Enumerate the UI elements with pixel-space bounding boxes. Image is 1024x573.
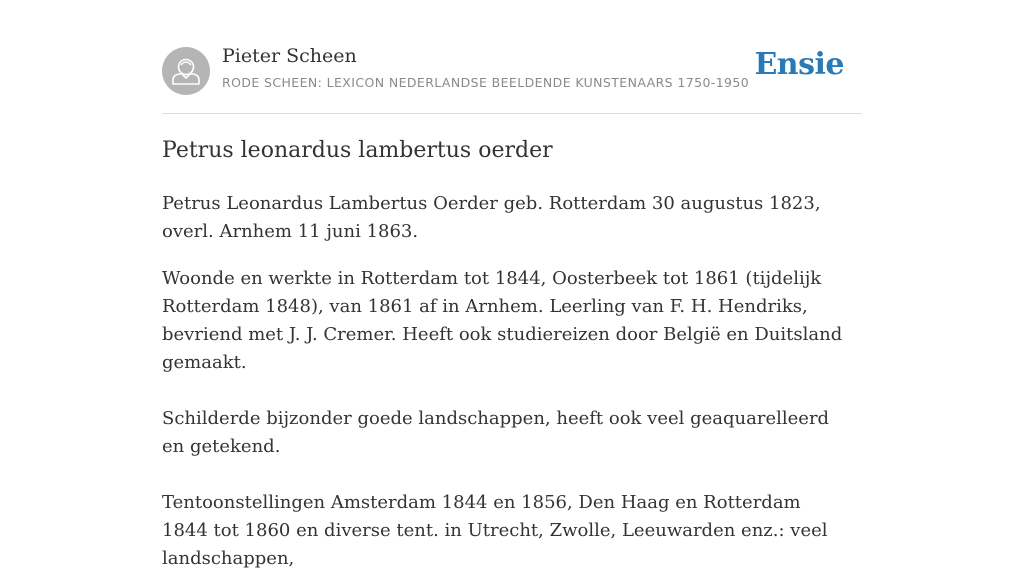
spacer: [162, 377, 852, 405]
page-title: Petrus leonardus lambertus oerder: [162, 138, 553, 163]
paragraph-biography: Woonde en werkte in Rotterdam tot 1844, Oosterbeek tot 1861 (tijdelijk Rotterdam 1848), van 1861 af in Arnhem. Leerling van F. H. Hendriks, bevriend met J. J. Cremer. Heeft ook studiereizen door België en Duitsland gemaakt.: [162, 268, 843, 373]
paragraph-exhibitions: Tentoonstellingen Amsterdam 1844 en 1856, Den Haag en Rotterdam 1844 tot 1860 en diverse tent. in Utrecht, Zwolle, Leeuwarden enz.: veel landschappen,: [162, 492, 828, 569]
author-header: [162, 0, 862, 114]
user-icon: [162, 47, 210, 95]
avatar[interactable]: [162, 47, 210, 95]
article-body: [162, 190, 852, 573]
author-name[interactable]: Pieter Scheen: [222, 45, 357, 67]
source-label[interactable]: RODE SCHEEN: LEXICON NEDERLANDSE BEELDENDE KUNSTENAARS 1750-1950: [222, 75, 750, 90]
paragraph-works: Schilderde bijzonder goede landschappen, heeft ook veel geaquarelleerd en getekend.: [162, 408, 830, 457]
paragraph-birth: Petrus Leonardus Lambertus Oerder geb. Rotterdam 30 augustus 1823, overl. Arnhem 11 juni 1863.: [162, 193, 821, 242]
spacer: [162, 461, 852, 489]
ensie-logo[interactable]: Ensie: [754, 47, 844, 82]
page-container: [162, 0, 862, 569]
